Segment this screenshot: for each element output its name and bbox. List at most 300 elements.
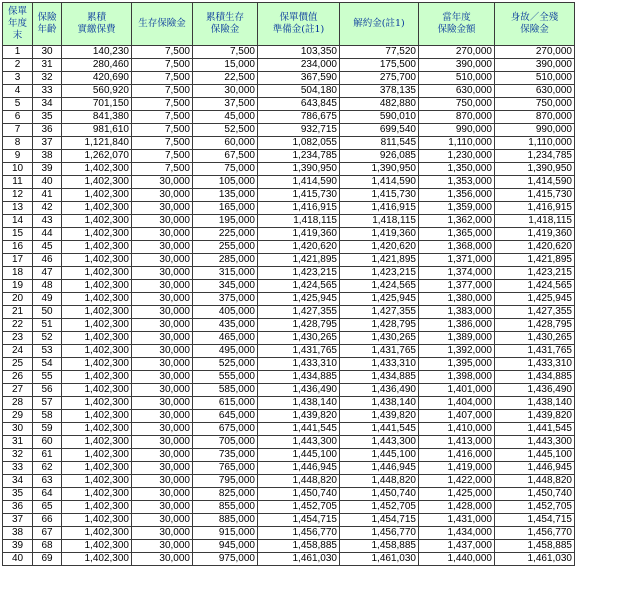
cell-cumulative-premium: 981,610 [62, 124, 132, 137]
cell-cumulative-premium: 1,262,070 [62, 150, 132, 163]
cell-death-benefit: 1,454,715 [495, 514, 575, 527]
header-line: 保險 [37, 12, 57, 23]
cell-cumulative-survival-benefit: 855,000 [193, 501, 258, 514]
cell-cumulative-survival-benefit: 555,000 [193, 371, 258, 384]
cell-cumulative-premium: 1,402,300 [62, 254, 132, 267]
table-row [3, 540, 575, 553]
cell-sum-insured: 1,386,000 [419, 319, 495, 332]
cell-cumulative-survival-benefit: 135,000 [193, 189, 258, 202]
policy-value-table [2, 2, 575, 566]
header-line: 保險金額 [437, 24, 476, 35]
cell-surrender-value: 1,428,795 [340, 319, 419, 332]
cell-policy-year: 15 [3, 228, 33, 241]
cell-surrender-value: 1,456,770 [340, 527, 419, 540]
cell-insured-age: 30 [33, 46, 62, 59]
cell-surrender-value: 1,446,945 [340, 462, 419, 475]
cell-death-benefit: 1,452,705 [495, 501, 575, 514]
cell-surrender-value: 1,441,545 [340, 423, 419, 436]
cell-survival-benefit: 7,500 [132, 163, 193, 176]
cell-cumulative-premium: 1,402,300 [62, 423, 132, 436]
table-body [3, 46, 575, 566]
cell-cumulative-survival-benefit: 255,000 [193, 241, 258, 254]
header-sum-insured [419, 3, 495, 46]
table-row [3, 423, 575, 436]
cell-insured-age: 54 [33, 358, 62, 371]
cell-policy-year: 13 [3, 202, 33, 215]
cell-sum-insured: 1,359,000 [419, 202, 495, 215]
cell-surrender-value: 482,880 [340, 98, 419, 111]
cell-sum-insured: 1,377,000 [419, 280, 495, 293]
cell-cumulative-survival-benefit: 60,000 [193, 137, 258, 150]
cell-cumulative-premium: 1,402,300 [62, 501, 132, 514]
cell-policy-reserve: 1,421,895 [258, 254, 340, 267]
cell-surrender-value: 1,424,565 [340, 280, 419, 293]
cell-policy-reserve: 1,424,565 [258, 280, 340, 293]
cell-death-benefit: 510,000 [495, 72, 575, 85]
cell-cumulative-premium: 1,402,300 [62, 215, 132, 228]
cell-policy-year: 18 [3, 267, 33, 280]
cell-surrender-value: 1,438,140 [340, 397, 419, 410]
cell-survival-benefit: 30,000 [132, 553, 193, 566]
table-row [3, 280, 575, 293]
cell-cumulative-premium: 701,150 [62, 98, 132, 111]
cell-death-benefit: 1,424,565 [495, 280, 575, 293]
cell-insured-age: 38 [33, 150, 62, 163]
cell-cumulative-survival-benefit: 915,000 [193, 527, 258, 540]
cell-policy-year: 31 [3, 436, 33, 449]
cell-cumulative-survival-benefit: 435,000 [193, 319, 258, 332]
cell-sum-insured: 1,422,000 [419, 475, 495, 488]
cell-cumulative-survival-benefit: 15,000 [193, 59, 258, 72]
header-cumulative-premium [62, 3, 132, 46]
cell-cumulative-premium: 1,121,840 [62, 137, 132, 150]
table-row [3, 475, 575, 488]
cell-cumulative-survival-benefit: 195,000 [193, 215, 258, 228]
cell-policy-year: 7 [3, 124, 33, 137]
header-survival-benefit [132, 3, 193, 46]
header-line: 當年度 [442, 12, 471, 23]
cell-surrender-value: 1,452,705 [340, 501, 419, 514]
cell-survival-benefit: 30,000 [132, 176, 193, 189]
cell-insured-age: 51 [33, 319, 62, 332]
cell-surrender-value: 1,421,895 [340, 254, 419, 267]
table-row [3, 358, 575, 371]
cell-sum-insured: 1,380,000 [419, 293, 495, 306]
cell-cumulative-survival-benefit: 375,000 [193, 293, 258, 306]
cell-insured-age: 36 [33, 124, 62, 137]
cell-surrender-value: 1,419,360 [340, 228, 419, 241]
table-row [3, 501, 575, 514]
cell-sum-insured: 1,389,000 [419, 332, 495, 345]
cell-cumulative-premium: 1,402,300 [62, 293, 132, 306]
cell-cumulative-survival-benefit: 52,500 [193, 124, 258, 137]
cell-policy-reserve: 1,416,915 [258, 202, 340, 215]
header-line: 末 [12, 30, 23, 41]
cell-insured-age: 65 [33, 501, 62, 514]
cell-policy-year: 30 [3, 423, 33, 436]
cell-cumulative-survival-benefit: 735,000 [193, 449, 258, 462]
cell-death-benefit: 750,000 [495, 98, 575, 111]
cell-sum-insured: 1,395,000 [419, 358, 495, 371]
cell-survival-benefit: 30,000 [132, 514, 193, 527]
cell-death-benefit: 870,000 [495, 111, 575, 124]
cell-cumulative-survival-benefit: 225,000 [193, 228, 258, 241]
cell-policy-reserve: 103,350 [258, 46, 340, 59]
cell-death-benefit: 270,000 [495, 46, 575, 59]
cell-cumulative-survival-benefit: 585,000 [193, 384, 258, 397]
cell-survival-benefit: 30,000 [132, 449, 193, 462]
cell-cumulative-survival-benefit: 67,500 [193, 150, 258, 163]
cell-policy-reserve: 1,428,795 [258, 319, 340, 332]
cell-death-benefit: 1,458,885 [495, 540, 575, 553]
table-row [3, 449, 575, 462]
cell-insured-age: 37 [33, 137, 62, 150]
cell-sum-insured: 1,365,000 [419, 228, 495, 241]
cell-cumulative-survival-benefit: 45,000 [193, 111, 258, 124]
table-row [3, 189, 575, 202]
cell-cumulative-survival-benefit: 765,000 [193, 462, 258, 475]
cell-policy-reserve: 1,430,265 [258, 332, 340, 345]
cell-policy-reserve: 1,452,705 [258, 501, 340, 514]
cell-insured-age: 61 [33, 449, 62, 462]
cell-cumulative-survival-benefit: 465,000 [193, 332, 258, 345]
cell-policy-year: 39 [3, 540, 33, 553]
cell-policy-reserve: 504,180 [258, 85, 340, 98]
cell-sum-insured: 990,000 [419, 124, 495, 137]
table-row [3, 293, 575, 306]
cell-death-benefit: 1,436,490 [495, 384, 575, 397]
cell-policy-reserve: 1,433,310 [258, 358, 340, 371]
cell-surrender-value: 1,445,100 [340, 449, 419, 462]
header-line: 解約金(註1) [353, 18, 405, 29]
header-line: 累積 [86, 12, 106, 23]
cell-survival-benefit: 7,500 [132, 59, 193, 72]
cell-cumulative-premium: 841,380 [62, 111, 132, 124]
cell-cumulative-survival-benefit: 30,000 [193, 85, 258, 98]
cell-sum-insured: 1,350,000 [419, 163, 495, 176]
cell-surrender-value: 77,520 [340, 46, 419, 59]
cell-policy-year: 2 [3, 59, 33, 72]
cell-surrender-value: 175,500 [340, 59, 419, 72]
cell-death-benefit: 1,414,590 [495, 176, 575, 189]
cell-policy-year: 38 [3, 527, 33, 540]
cell-sum-insured: 1,425,000 [419, 488, 495, 501]
cell-insured-age: 49 [33, 293, 62, 306]
cell-policy-year: 40 [3, 553, 33, 566]
header-line: 年度 [7, 18, 27, 29]
header-line: 年齡 [37, 24, 57, 35]
header-line: 準備金(註1) [272, 24, 325, 35]
cell-policy-reserve: 643,845 [258, 98, 340, 111]
cell-cumulative-premium: 1,402,300 [62, 202, 132, 215]
table-row [3, 371, 575, 384]
cell-cumulative-premium: 1,402,300 [62, 514, 132, 527]
cell-cumulative-premium: 560,920 [62, 85, 132, 98]
cell-cumulative-survival-benefit: 37,500 [193, 98, 258, 111]
cell-cumulative-survival-benefit: 975,000 [193, 553, 258, 566]
cell-policy-reserve: 1,456,770 [258, 527, 340, 540]
table-row [3, 163, 575, 176]
cell-cumulative-premium: 420,690 [62, 72, 132, 85]
cell-surrender-value: 811,545 [340, 137, 419, 150]
cell-surrender-value: 1,423,215 [340, 267, 419, 280]
table-row [3, 124, 575, 137]
cell-policy-reserve: 1,419,360 [258, 228, 340, 241]
cell-death-benefit: 1,456,770 [495, 527, 575, 540]
cell-cumulative-premium: 1,402,300 [62, 280, 132, 293]
cell-policy-reserve: 1,418,115 [258, 215, 340, 228]
cell-cumulative-premium: 1,402,300 [62, 410, 132, 423]
table-row [3, 150, 575, 163]
cell-cumulative-survival-benefit: 7,500 [193, 46, 258, 59]
cell-sum-insured: 1,362,000 [419, 215, 495, 228]
cell-policy-year: 16 [3, 241, 33, 254]
cell-cumulative-premium: 1,402,300 [62, 488, 132, 501]
cell-death-benefit: 1,431,765 [495, 345, 575, 358]
cell-death-benefit: 630,000 [495, 85, 575, 98]
header-line: 實繳保費 [77, 24, 116, 35]
cell-death-benefit: 1,110,000 [495, 137, 575, 150]
cell-cumulative-premium: 1,402,300 [62, 462, 132, 475]
cell-policy-year: 11 [3, 176, 33, 189]
cell-insured-age: 41 [33, 189, 62, 202]
cell-death-benefit: 1,438,140 [495, 397, 575, 410]
cell-policy-reserve: 234,000 [258, 59, 340, 72]
cell-policy-reserve: 1,234,785 [258, 150, 340, 163]
cell-surrender-value: 275,700 [340, 72, 419, 85]
cell-survival-benefit: 30,000 [132, 215, 193, 228]
cell-survival-benefit: 30,000 [132, 436, 193, 449]
cell-policy-year: 8 [3, 137, 33, 150]
cell-survival-benefit: 30,000 [132, 540, 193, 553]
cell-policy-reserve: 786,675 [258, 111, 340, 124]
cell-death-benefit: 1,445,100 [495, 449, 575, 462]
cell-cumulative-premium: 1,402,300 [62, 436, 132, 449]
cell-insured-age: 40 [33, 176, 62, 189]
cell-insured-age: 60 [33, 436, 62, 449]
cell-surrender-value: 1,431,765 [340, 345, 419, 358]
header-line: 身故／全殘 [510, 12, 559, 23]
cell-policy-year: 29 [3, 410, 33, 423]
header-line: 保險金 [520, 24, 549, 35]
cell-insured-age: 50 [33, 306, 62, 319]
cell-death-benefit: 1,433,310 [495, 358, 575, 371]
table-row [3, 176, 575, 189]
cell-cumulative-premium: 280,460 [62, 59, 132, 72]
cell-death-benefit: 990,000 [495, 124, 575, 137]
cell-survival-benefit: 30,000 [132, 345, 193, 358]
cell-policy-year: 32 [3, 449, 33, 462]
cell-policy-reserve: 1,446,945 [258, 462, 340, 475]
cell-sum-insured: 750,000 [419, 98, 495, 111]
cell-death-benefit: 1,418,115 [495, 215, 575, 228]
cell-death-benefit: 1,434,885 [495, 371, 575, 384]
cell-cumulative-survival-benefit: 75,000 [193, 163, 258, 176]
cell-survival-benefit: 30,000 [132, 475, 193, 488]
cell-survival-benefit: 7,500 [132, 124, 193, 137]
cell-policy-year: 3 [3, 72, 33, 85]
cell-insured-age: 43 [33, 215, 62, 228]
cell-policy-year: 4 [3, 85, 33, 98]
cell-survival-benefit: 7,500 [132, 46, 193, 59]
cell-surrender-value: 1,450,740 [340, 488, 419, 501]
table-row [3, 59, 575, 72]
table-row [3, 72, 575, 85]
cell-policy-reserve: 1,439,820 [258, 410, 340, 423]
cell-survival-benefit: 30,000 [132, 306, 193, 319]
table-row [3, 98, 575, 111]
cell-insured-age: 53 [33, 345, 62, 358]
cell-surrender-value: 926,085 [340, 150, 419, 163]
cell-cumulative-premium: 1,402,300 [62, 306, 132, 319]
cell-surrender-value: 1,458,885 [340, 540, 419, 553]
cell-survival-benefit: 30,000 [132, 228, 193, 241]
cell-cumulative-survival-benefit: 525,000 [193, 358, 258, 371]
header-insured-age [33, 3, 62, 46]
cell-policy-reserve: 932,715 [258, 124, 340, 137]
cell-survival-benefit: 30,000 [132, 462, 193, 475]
header-line: 保單價值 [279, 12, 318, 23]
cell-death-benefit: 1,416,915 [495, 202, 575, 215]
cell-death-benefit: 390,000 [495, 59, 575, 72]
cell-cumulative-premium: 1,402,300 [62, 228, 132, 241]
cell-policy-reserve: 1,461,030 [258, 553, 340, 566]
table-row [3, 46, 575, 59]
cell-policy-year: 14 [3, 215, 33, 228]
cell-sum-insured: 1,404,000 [419, 397, 495, 410]
cell-insured-age: 31 [33, 59, 62, 72]
cell-surrender-value: 1,436,490 [340, 384, 419, 397]
cell-survival-benefit: 7,500 [132, 150, 193, 163]
cell-cumulative-premium: 1,402,300 [62, 189, 132, 202]
table-row [3, 137, 575, 150]
table-row [3, 410, 575, 423]
cell-death-benefit: 1,428,795 [495, 319, 575, 332]
cell-policy-reserve: 1,431,765 [258, 345, 340, 358]
cell-sum-insured: 1,371,000 [419, 254, 495, 267]
cell-policy-reserve: 1,438,140 [258, 397, 340, 410]
table-row [3, 345, 575, 358]
cell-policy-year: 22 [3, 319, 33, 332]
cell-policy-year: 20 [3, 293, 33, 306]
cell-policy-year: 25 [3, 358, 33, 371]
cell-cumulative-premium: 1,402,300 [62, 345, 132, 358]
cell-sum-insured: 1,434,000 [419, 527, 495, 540]
table-row [3, 488, 575, 501]
cell-insured-age: 69 [33, 553, 62, 566]
header-policy-reserve [258, 3, 340, 46]
table-row [3, 267, 575, 280]
cell-policy-reserve: 1,423,215 [258, 267, 340, 280]
cell-survival-benefit: 30,000 [132, 488, 193, 501]
cell-sum-insured: 1,437,000 [419, 540, 495, 553]
table-row [3, 384, 575, 397]
cell-insured-age: 42 [33, 202, 62, 215]
cell-policy-reserve: 1,443,300 [258, 436, 340, 449]
cell-insured-age: 63 [33, 475, 62, 488]
cell-cumulative-premium: 1,402,300 [62, 527, 132, 540]
cell-cumulative-survival-benefit: 345,000 [193, 280, 258, 293]
cell-policy-year: 5 [3, 98, 33, 111]
table-row [3, 306, 575, 319]
cell-survival-benefit: 30,000 [132, 267, 193, 280]
cell-surrender-value: 1,454,715 [340, 514, 419, 527]
cell-death-benefit: 1,421,895 [495, 254, 575, 267]
table-row [3, 241, 575, 254]
header-line: 保單 [7, 6, 27, 17]
cell-sum-insured: 390,000 [419, 59, 495, 72]
cell-policy-reserve: 1,427,355 [258, 306, 340, 319]
cell-policy-year: 35 [3, 488, 33, 501]
cell-survival-benefit: 30,000 [132, 189, 193, 202]
table-header [3, 3, 575, 46]
cell-death-benefit: 1,430,265 [495, 332, 575, 345]
cell-survival-benefit: 30,000 [132, 410, 193, 423]
cell-survival-benefit: 30,000 [132, 397, 193, 410]
cell-cumulative-premium: 1,402,300 [62, 319, 132, 332]
header-surrender-value [340, 3, 419, 46]
cell-death-benefit: 1,420,620 [495, 241, 575, 254]
cell-insured-age: 48 [33, 280, 62, 293]
cell-death-benefit: 1,390,950 [495, 163, 575, 176]
cell-surrender-value: 1,433,310 [340, 358, 419, 371]
cell-policy-reserve: 1,445,100 [258, 449, 340, 462]
cell-death-benefit: 1,439,820 [495, 410, 575, 423]
cell-cumulative-survival-benefit: 22,500 [193, 72, 258, 85]
cell-policy-reserve: 1,420,620 [258, 241, 340, 254]
cell-insured-age: 55 [33, 371, 62, 384]
cell-survival-benefit: 30,000 [132, 280, 193, 293]
cell-policy-year: 26 [3, 371, 33, 384]
table-row [3, 215, 575, 228]
cell-sum-insured: 1,428,000 [419, 501, 495, 514]
cell-surrender-value: 1,434,885 [340, 371, 419, 384]
cell-surrender-value: 1,416,915 [340, 202, 419, 215]
cell-surrender-value: 1,425,945 [340, 293, 419, 306]
cell-sum-insured: 630,000 [419, 85, 495, 98]
cell-survival-benefit: 7,500 [132, 137, 193, 150]
cell-surrender-value: 1,439,820 [340, 410, 419, 423]
table-row [3, 462, 575, 475]
cell-cumulative-survival-benefit: 315,000 [193, 267, 258, 280]
cell-sum-insured: 1,419,000 [419, 462, 495, 475]
cell-cumulative-premium: 1,402,300 [62, 358, 132, 371]
cell-surrender-value: 590,010 [340, 111, 419, 124]
header-line: 生存保險金 [138, 18, 186, 29]
cell-sum-insured: 1,230,000 [419, 150, 495, 163]
cell-sum-insured: 1,374,000 [419, 267, 495, 280]
cell-death-benefit: 1,446,945 [495, 462, 575, 475]
table-row [3, 527, 575, 540]
cell-policy-reserve: 1,415,730 [258, 189, 340, 202]
header-death-benefit [495, 3, 575, 46]
cell-cumulative-premium: 1,402,300 [62, 553, 132, 566]
cell-policy-reserve: 1,441,545 [258, 423, 340, 436]
cell-insured-age: 67 [33, 527, 62, 540]
cell-cumulative-premium: 1,402,300 [62, 176, 132, 189]
cell-sum-insured: 270,000 [419, 46, 495, 59]
cell-survival-benefit: 30,000 [132, 241, 193, 254]
cell-death-benefit: 1,448,820 [495, 475, 575, 488]
cell-policy-reserve: 1,414,590 [258, 176, 340, 189]
cell-sum-insured: 1,110,000 [419, 137, 495, 150]
cell-survival-benefit: 30,000 [132, 293, 193, 306]
cell-surrender-value: 1,443,300 [340, 436, 419, 449]
cell-survival-benefit: 30,000 [132, 254, 193, 267]
cell-insured-age: 64 [33, 488, 62, 501]
cell-policy-reserve: 1,454,715 [258, 514, 340, 527]
cell-insured-age: 32 [33, 72, 62, 85]
